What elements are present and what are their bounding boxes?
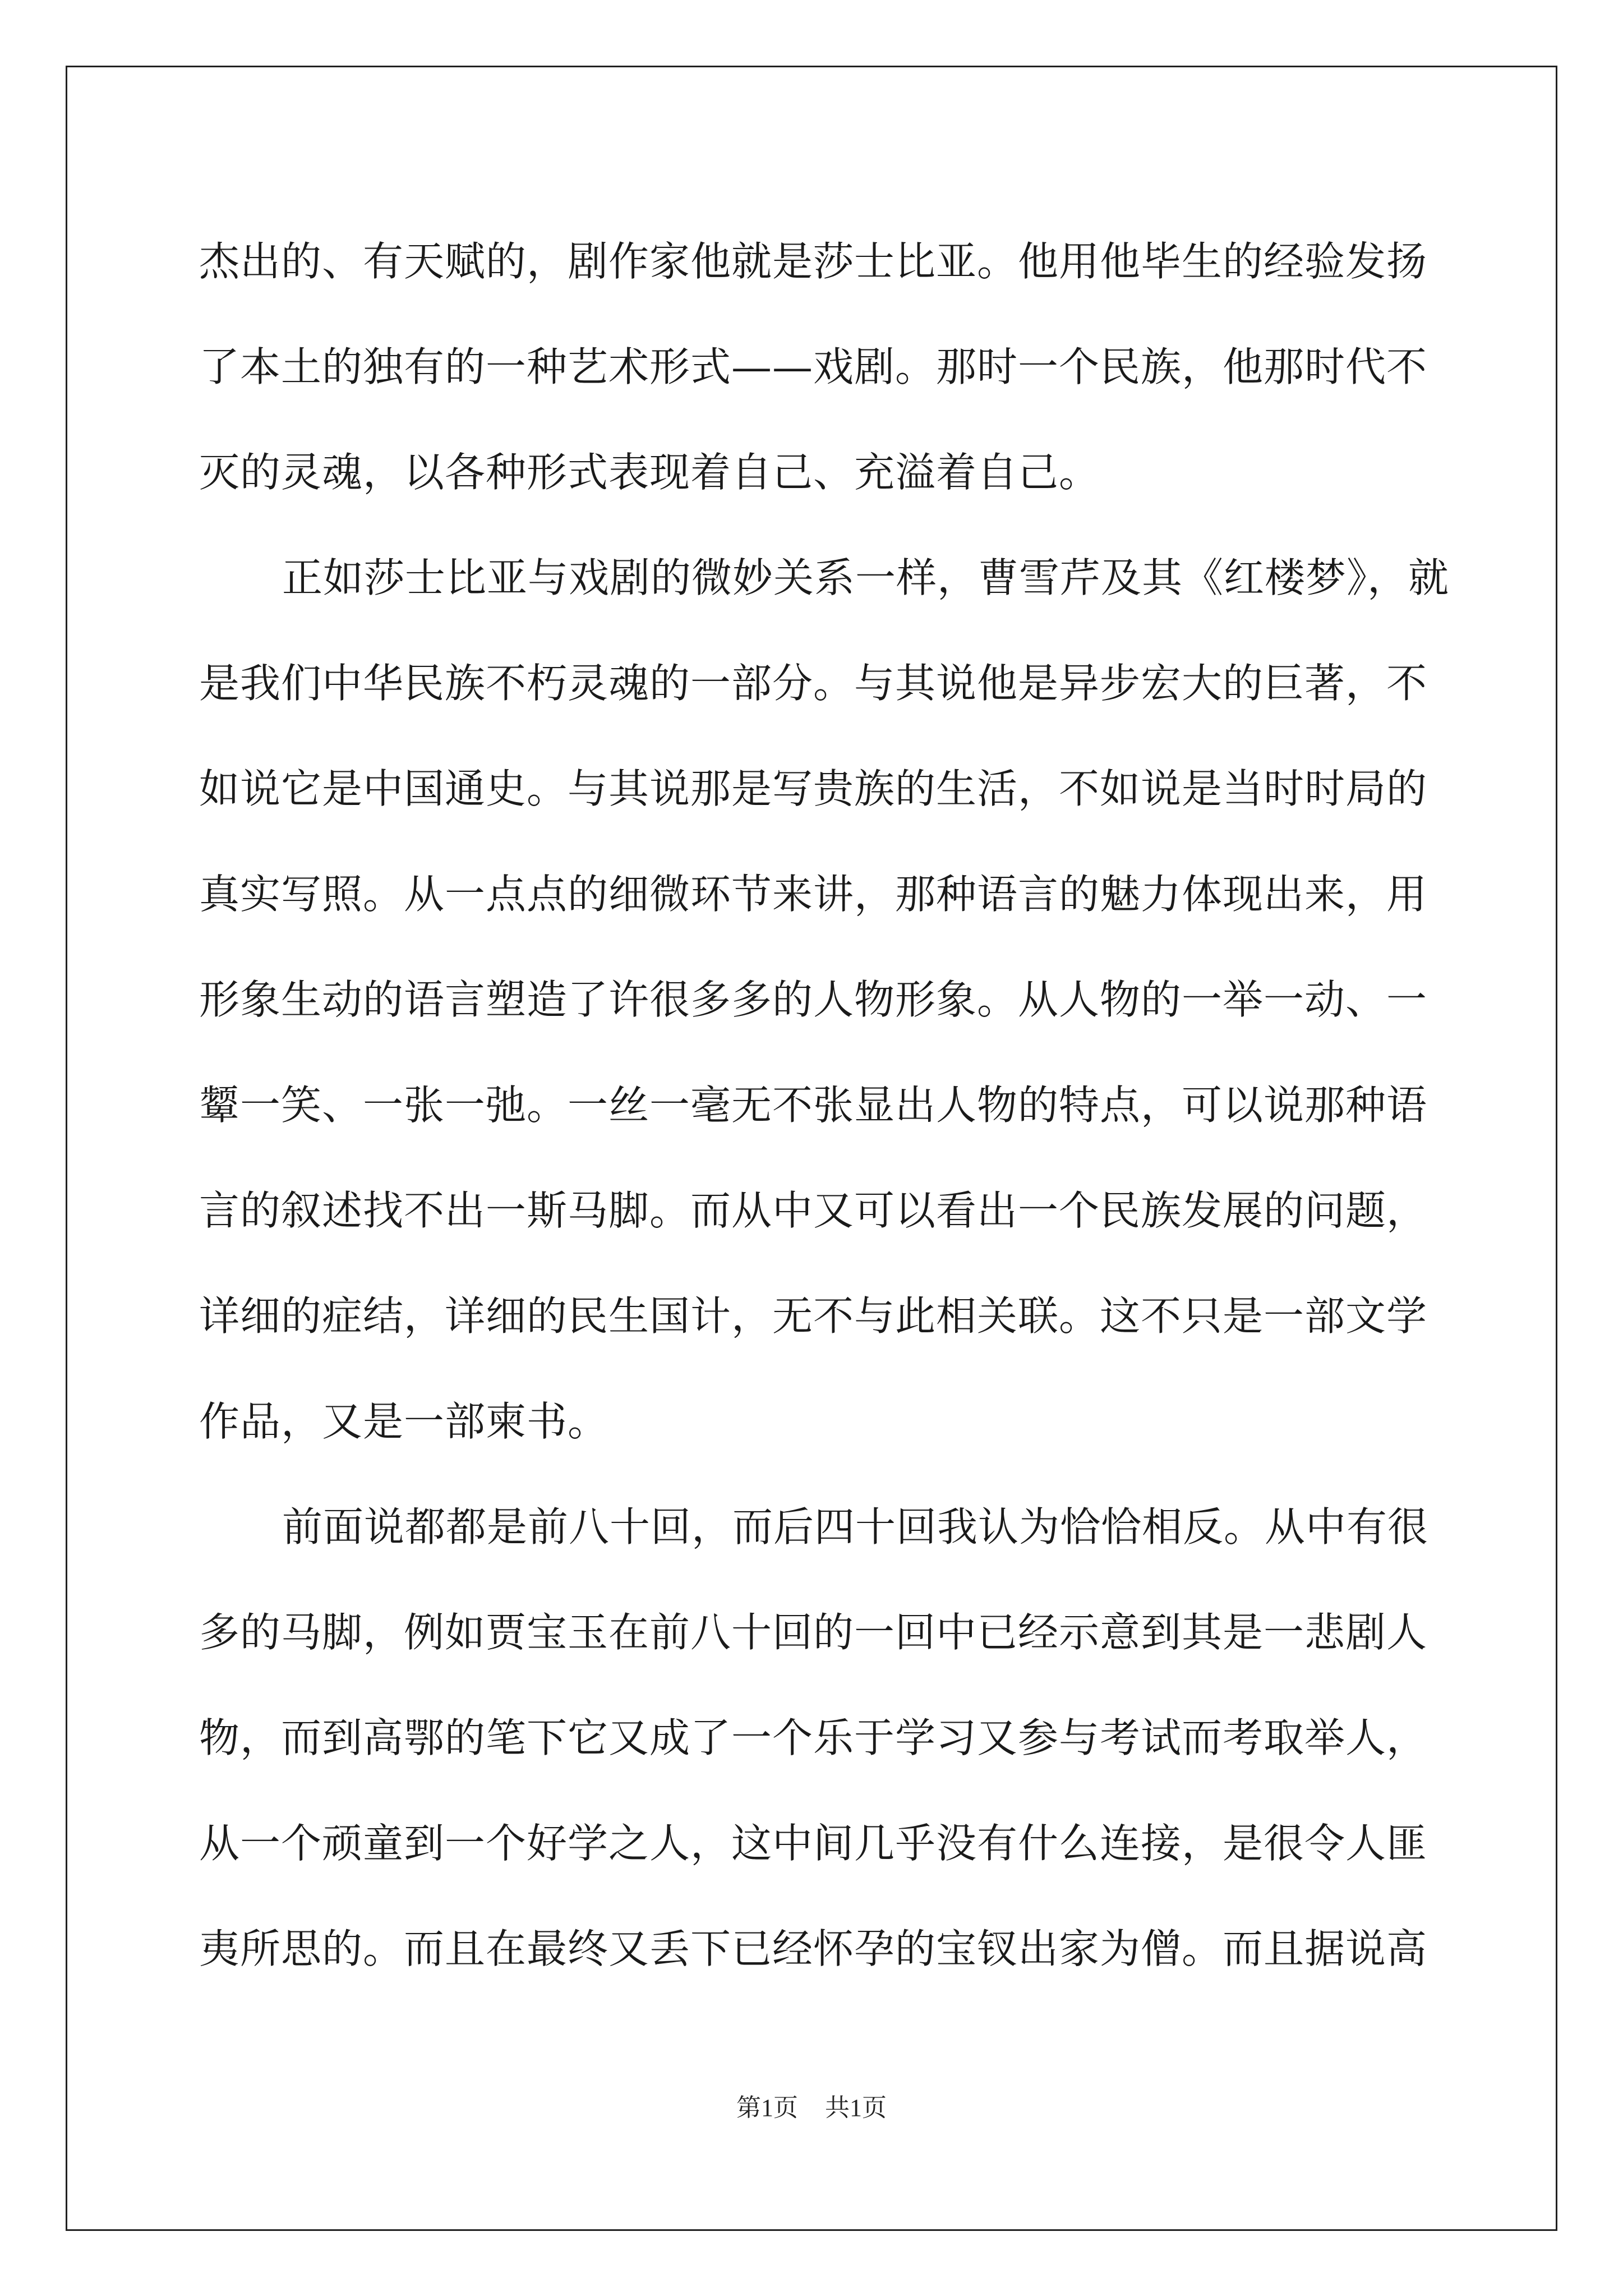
text-line: 正如莎士比亚与戏剧的微妙关系一样，曹雪芹及其《红楼梦》，就	[282, 554, 1450, 601]
text-line: 真实写照。从一点点的细微环节来讲，那种语言的魅力体现出来，用	[199, 871, 1428, 918]
text-line: 言的叙述找不出一斯马脚。而从中又可以看出一个民族发展的问题，	[199, 1187, 1428, 1234]
text-line: 作品，又是一部柬书。	[199, 1398, 609, 1445]
page-total: 共1页	[825, 2094, 887, 2122]
text-line: 夷所思的。而且在最终又丢下已经怀孕的宝钗出家为僧。而且据说高	[199, 1925, 1428, 1972]
text-line: 详细的症结，详细的民生国计，无不与此相关联。这不只是一部文学	[199, 1292, 1428, 1340]
page-footer	[0, 2091, 1623, 2125]
text-line: 多的马脚，例如贾宝玉在前八十回的一回中已经示意到其是一悲剧人	[199, 1609, 1428, 1656]
text-line: 从一个顽童到一个好学之人，这中间几乎没有什么连接，是很令人匪	[199, 1820, 1428, 1867]
text-line: 如说它是中国通史。与其说那是写贵族的生活，不如说是当时时局的	[199, 765, 1428, 812]
text-line: 形象生动的语言塑造了许很多多的人物形象。从人物的一举一动、一	[199, 976, 1428, 1023]
text-line: 物，而到高鄂的笔下它又成了一个乐于学习又参与考试而考取举人，	[199, 1714, 1428, 1761]
text-line: 灭的灵魂，以各种形式表现着自己、充溢着自己。	[199, 449, 1100, 496]
text-line: 是我们中华民族不朽灵魂的一部分。与其说他是异步宏大的巨著，不	[199, 660, 1428, 707]
page-number: 第1页	[736, 2094, 798, 2122]
text-line: 前面说都都是前八十回，而后四十回我认为恰恰相反。从中有很	[282, 1503, 1429, 1550]
text-line: 了本土的独有的一种艺术形式——戏剧。那时一个民族，他那时代不	[199, 343, 1428, 390]
document-body	[199, 209, 1450, 2001]
text-line: 杰出的、有天赋的，剧作家他就是莎士比亚。他用他毕生的经验发扬	[199, 238, 1428, 285]
text-line: 颦一笑、一张一弛。一丝一毫无不张显出人物的特点，可以说那种语	[199, 1082, 1428, 1129]
